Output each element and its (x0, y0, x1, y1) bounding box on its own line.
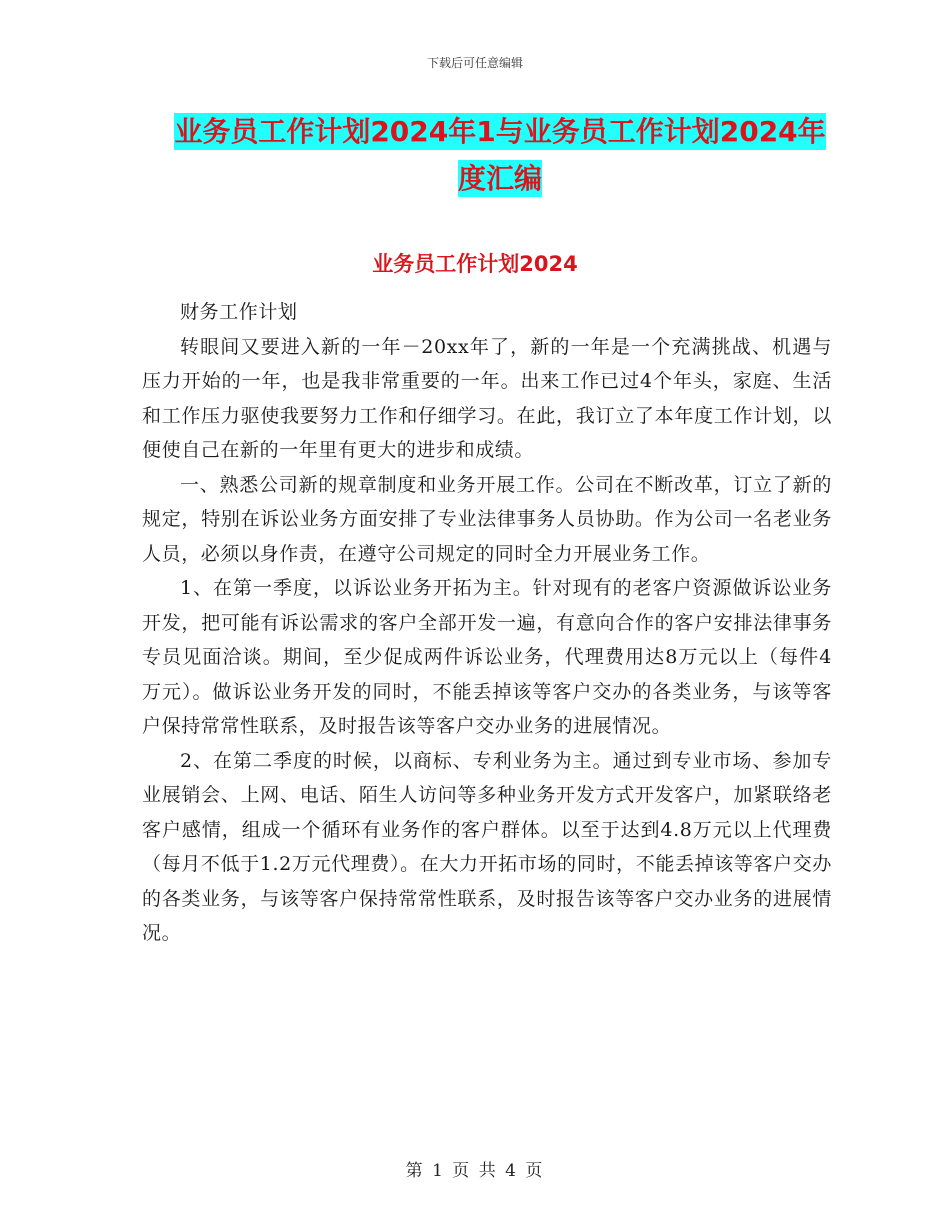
document-title (150, 108, 850, 202)
page-number: 第 1 页 共 4 页 (405, 1161, 545, 1181)
document-title-line1: 业务员工作计划2024年1与业务员工作计划2024年 (174, 115, 826, 148)
paragraph: 2、在第二季度的时候，以商标、专利业务为主。通过到专业市场、参加专业展销会、上网、电话、陌生人访问等多种业务开发方式开发客户，加紧联络老客户感情，组成一个循环有业务作的客户群体。以至于达到4.8万元以上代理费（每月不低于1.2万元代理费）。在大力开拓市场的同时，不能丢掉该等客户交办的各类业务，与该等客户保持常常性联系，及时报告该等客户交办业务的进展情况。 (142, 749, 832, 944)
paragraph: 一、熟悉公司新的规章制度和业务开展工作。公司在不断改革，订立了新的规定，特别在诉讼业务方面安排了专业法律事务人员协助。作为公司一名老业务人员，必须以身作责，在遵守公司规定的同时全力开展业务工作。 (142, 473, 832, 565)
header-note: 下载后可任意编辑 (426, 56, 523, 70)
section-title: 业务员工作计划2024 (372, 252, 578, 276)
paragraph: 财务工作计划 (180, 301, 298, 323)
document-body (142, 295, 832, 951)
paragraph: 转眼间又要进入新的一年－20xx年了，新的一年是一个充满挑战、机遇与压力开始的一年，也是我非常重要的一年。出来工作已过4个年头，家庭、生活和工作压力驱使我要努力工作和仔细学习。在此，我订立了本年度工作计划，以便使自己在新的一年里有更大的进步和成绩。 (142, 335, 832, 461)
paragraph: 1、在第一季度，以诉讼业务开拓为主。针对现有的老客户资源做诉讼业务开发，把可能有诉讼需求的客户全部开发一遍，有意向合作的客户安排法律事务专员见面洽谈。期间，至少促成两件诉讼业务，代理费用达8万元以上（每件4万元）。做诉讼业务开发的同时，不能丢掉该等客户交办的各类业务，与该等客户保持常常性联系，及时报告该等客户交办业务的进展情况。 (142, 577, 832, 737)
document-title-line2: 度汇编 (457, 162, 542, 195)
